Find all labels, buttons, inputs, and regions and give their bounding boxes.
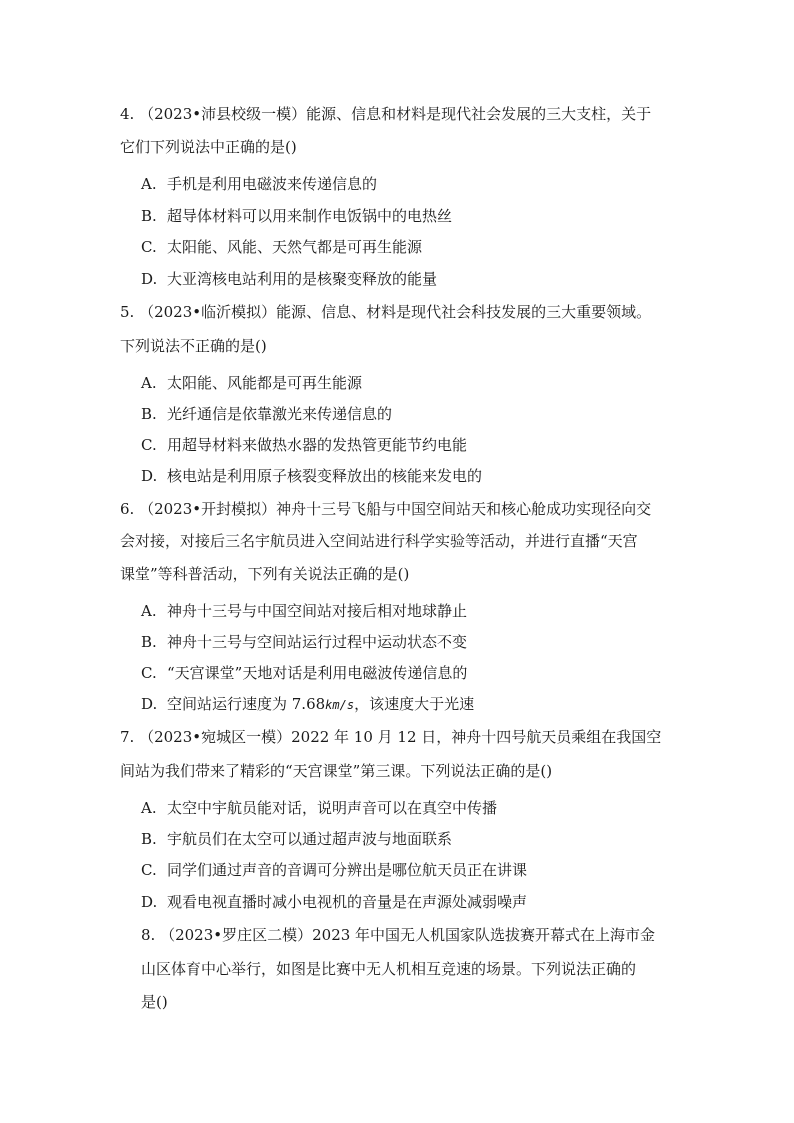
option-letter: C. [141, 861, 157, 879]
q7-option-d [141, 892, 527, 912]
q7-stem-line-1: 7. （2023•宛城区一模）2022 年 10 月 12 日，神舟十四号航天员乘组在我国空 [120, 728, 662, 746]
option-letter: C. [141, 238, 157, 256]
q6-option-a [141, 601, 467, 621]
q6-stem-line-3: 课堂”等科普活动，下列有关说法正确的是() [120, 565, 410, 583]
option-text: 神舟十三号与空间站运行过程中运动状态不变 [167, 633, 468, 651]
option-text-after: ，该速度大于光速 [354, 695, 475, 713]
q5-option-b [141, 404, 392, 424]
option-text: 核电站是利用原子核裂变释放出的核能来发电的 [167, 467, 483, 485]
option-text: 大亚湾核电站利用的是核聚变释放的能量 [167, 270, 438, 288]
option-letter: D. [141, 270, 158, 288]
option-text: 太空中宇航员能对话，说明声音可以在真空中传播 [167, 799, 498, 817]
q4-option-d [141, 269, 437, 289]
q4-option-b [141, 206, 452, 226]
option-text: 手机是利用电磁波来传递信息的 [167, 175, 378, 193]
option-letter: A. [141, 602, 157, 620]
q6-option-c [141, 663, 467, 683]
option-letter: B. [141, 633, 157, 651]
q8-stem-line-1: 8. （2023•罗庄区二模）2023 年中国无人机国家队选拔赛开幕式在上海市金 [141, 926, 656, 944]
q5-option-a [141, 373, 362, 393]
option-text: 太阳能、风能、天然气都是可再生能源 [167, 238, 423, 256]
q8-stem-line-2: 山区体育中心举行，如图是比赛中无人机相互竞速的场景。下列说法正确的 [141, 960, 637, 978]
speed-unit: km/s [325, 698, 355, 712]
option-letter: D. [141, 893, 158, 911]
option-text: 光纤通信是依靠激光来传递信息的 [167, 405, 393, 423]
option-text: 超导体材料可以用来制作电饭锅中的电热丝 [167, 207, 453, 225]
option-letter: B. [141, 207, 157, 225]
q5-option-d [141, 466, 482, 486]
q6-stem-line-2: 会对接，对接后三名宇航员进入空间站进行科学实验等活动，并进行直播“天宫 [120, 532, 638, 550]
option-text-before: 空间站运行速度为 7.68 [167, 695, 326, 713]
q4-option-c [141, 237, 422, 257]
q4-stem-line-1: 4. （2023•沛县校级一模）能源、信息和材料是现代社会发展的三大支柱，关于 [120, 105, 652, 123]
q5-stem-line-1: 5. （2023•临沂模拟）能源、信息、材料是现代社会科技发展的三大重要领域。 [120, 303, 652, 321]
q7-option-a [141, 798, 497, 818]
option-letter: B. [141, 405, 157, 423]
option-text: 用超导材料来做热水器的发热管更能节约电能 [167, 436, 468, 454]
option-text: 宇航员们在太空可以通过超声波与地面联系 [167, 830, 453, 848]
option-letter: B. [141, 830, 157, 848]
q6-option-b [141, 632, 467, 652]
q7-option-c [141, 860, 527, 880]
option-text: “天宫课堂”天地对话是利用电磁波传递信息的 [167, 664, 468, 682]
option-letter: A. [141, 374, 157, 392]
q5-option-c [141, 435, 467, 455]
q7-option-b [141, 829, 452, 849]
option-text: 太阳能、风能都是可再生能源 [167, 374, 363, 392]
option-letter: C. [141, 664, 157, 682]
q4-stem-line-2: 它们下列说法中正确的是() [120, 138, 297, 156]
q8-stem-line-3: 是() [141, 993, 168, 1011]
option-letter: C. [141, 436, 157, 454]
option-text: 观看电视直播时减小电视机的音量是在声源处减弱噪声 [167, 893, 528, 911]
option-letter: D. [141, 695, 158, 713]
q6-option-d [141, 694, 474, 715]
option-letter: D. [141, 467, 158, 485]
option-text: 同学们通过声音的音调可分辨出是哪位航天员正在讲课 [167, 861, 528, 879]
option-text: 神舟十三号与中国空间站对接后相对地球静止 [167, 602, 468, 620]
option-letter: A. [141, 799, 157, 817]
option-letter: A. [141, 175, 157, 193]
q4-option-a [141, 174, 377, 194]
q6-stem-line-1: 6. （2023•开封模拟）神舟十三号飞船与中国空间站天和核心舱成功实现径向交 [120, 500, 652, 518]
q5-stem-line-2: 下列说法不正确的是() [120, 337, 267, 355]
q7-stem-line-2: 间站为我们带来了精彩的“天宫课堂”第三课。下列说法正确的是() [120, 762, 553, 780]
